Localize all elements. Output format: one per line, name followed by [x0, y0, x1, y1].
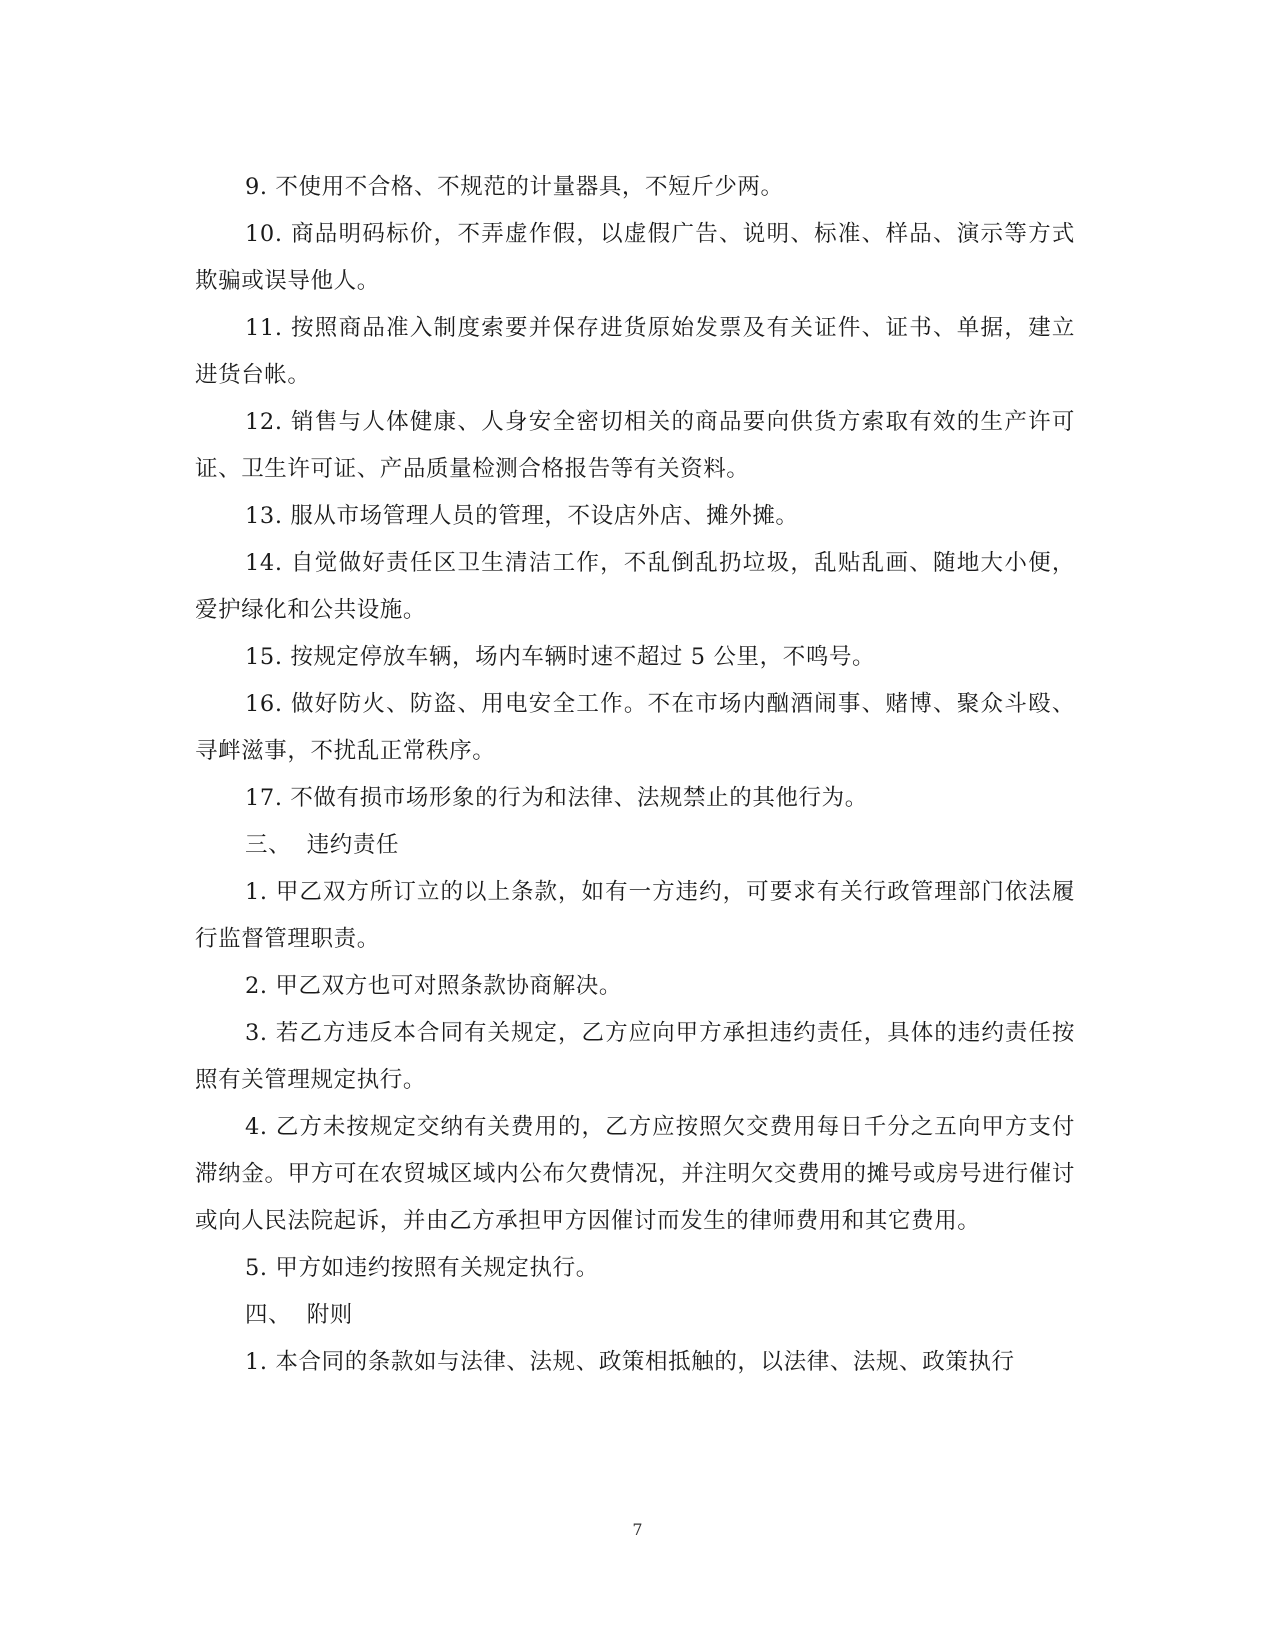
clause-11: 11. 按照商品准入制度索要并保存进货原始发票及有关证件、证书、单据，建立进货台帐。 — [195, 315, 1075, 388]
clause-12: 12. 销售与人体健康、人身安全密切相关的商品要向供货方索取有效的生产许可证、卫生许可证、产品质量检测合格报告等有关资料。 — [195, 409, 1075, 482]
clause-10: 10. 商品明码标价，不弄虚作假，以虚假广告、说明、标准、样品、演示等方式欺骗或误导他人。 — [195, 221, 1075, 294]
clause-17: 17. 不做有损市场形象的行为和法律、法规禁止的其他行为。 — [245, 785, 868, 811]
clause-13: 13. 服从市场管理人员的管理，不设店外店、摊外摊。 — [245, 503, 799, 529]
section-heading-supplementary: 四、 附则 — [245, 1302, 353, 1328]
clause-16: 16. 做好防火、防盗、用电安全工作。不在市场内酗酒闹事、赌博、聚众斗殴、寻衅滋事，不扰乱正常秩序。 — [195, 691, 1075, 764]
clause-14: 14. 自觉做好责任区卫生清洁工作，不乱倒乱扔垃圾，乱贴乱画、随地大小便，爱护绿化和公共设施。 — [195, 550, 1075, 623]
supplementary-clause-1: 1. 本合同的条款如与法律、法规、政策相抵触的，以法律、法规、政策执行 — [245, 1349, 1015, 1375]
document-body — [195, 164, 1075, 1386]
section-heading-breach-liability: 三、 违约责任 — [245, 832, 400, 858]
liability-clause-1: 1. 甲乙双方所订立的以上条款，如有一方违约，可要求有关行政管理部门依法履行监督管理职责。 — [195, 879, 1075, 952]
clause-9: 9. 不使用不合格、不规范的计量器具，不短斤少两。 — [245, 174, 784, 200]
liability-clause-3: 3. 若乙方违反本合同有关规定，乙方应向甲方承担违约责任，具体的违约责任按照有关管理规定执行。 — [195, 1020, 1075, 1093]
liability-clause-4: 4. 乙方未按规定交纳有关费用的，乙方应按照欠交费用每日千分之五向甲方支付滞纳金。甲方可在农贸城区域内公布欠费情况，并注明欠交费用的摊号或房号进行催讨或向人民法院起诉，并由乙方承担甲方因催讨而发生的律师费用和其它费用。 — [195, 1114, 1075, 1234]
clause-15: 15. 按规定停放车辆，场内车辆时速不超过 5 公里，不鸣号。 — [245, 644, 876, 670]
page-number: 7 — [632, 1520, 643, 1539]
liability-clause-5: 5. 甲方如违约按照有关规定执行。 — [245, 1255, 599, 1281]
liability-clause-2: 2. 甲乙双方也可对照条款协商解决。 — [245, 973, 622, 999]
